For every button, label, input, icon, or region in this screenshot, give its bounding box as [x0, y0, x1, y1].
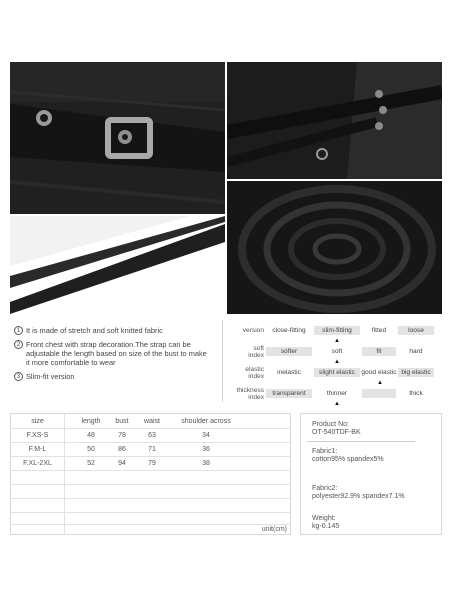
product-no-label: Product No:	[312, 421, 349, 428]
thickness-option-selected: thinner	[326, 390, 348, 397]
elastic-label-line1: elastic	[245, 366, 264, 373]
fabric1-value: cotton95% spandex5%	[312, 456, 384, 463]
thickness-option: thick	[409, 390, 423, 397]
version-option: loose	[398, 326, 434, 335]
table-cell: 71	[148, 446, 156, 453]
product-info-panel	[300, 413, 442, 535]
feature-text-line2: adjustable the length based on size of the bust to make	[26, 349, 207, 358]
table-cell: 78	[118, 432, 126, 439]
table-rule	[11, 512, 290, 513]
soft-option-selected: soft	[331, 348, 343, 355]
table-header: waist	[144, 418, 160, 425]
table-cell: 48	[87, 432, 95, 439]
feature-text-line1: Front chest with strap decoration.The strap can be	[26, 340, 191, 349]
table-header: bust	[115, 418, 129, 425]
thickness-option: transparent	[266, 389, 312, 398]
table-cell: 94	[118, 460, 126, 467]
table-rule	[11, 484, 290, 485]
soft-label-line1: soft	[253, 345, 264, 352]
elastic-index-label	[226, 366, 264, 380]
version-option-selected: slim-fitting	[314, 326, 360, 335]
elastic-option: inelastic	[277, 369, 301, 376]
elastic-option: big elastic	[398, 368, 434, 377]
table-cell: 34	[202, 432, 210, 439]
soft-index-label	[226, 345, 264, 359]
feature-text: Slim-fit version	[26, 372, 75, 381]
elastic-option-selected: good elastic	[361, 369, 397, 376]
table-column-rule	[64, 414, 65, 534]
version-label: version	[242, 327, 264, 334]
table-cell: 86	[118, 446, 126, 453]
table-header: shoulder across	[181, 418, 231, 425]
table-rule	[11, 442, 290, 443]
thickness-index-label	[226, 387, 264, 401]
feature-text: It is made of stretch and soft knitted fabric	[26, 326, 163, 335]
soft-option: hard	[409, 348, 423, 355]
thickness-label-line2: index	[248, 394, 264, 401]
table-cell: 52	[87, 460, 95, 467]
fabric2-value: polyester92.9% spandex7.1%	[312, 493, 405, 500]
table-cell: 79	[148, 460, 156, 467]
table-cell-size: F.XS-S	[26, 432, 49, 439]
version-option: fitted	[371, 327, 387, 334]
fabric2-label: Fabric2:	[312, 485, 338, 492]
fabric1-label: Fabric1:	[312, 448, 338, 455]
info-divider	[307, 441, 415, 442]
soft-option: softer	[266, 347, 312, 356]
weight-value: kg-0.145	[312, 523, 340, 530]
table-rule	[11, 470, 290, 471]
table-rule	[11, 428, 290, 429]
feature-1	[14, 326, 163, 335]
feature-number: 1	[14, 326, 23, 335]
soft-marker-icon: ▲	[334, 359, 340, 365]
table-header: size	[31, 418, 44, 425]
feature-text-line3: it more comfortable to wear	[26, 358, 116, 367]
table-cell-size: F.XL-2XL	[23, 460, 52, 467]
table-cell: 38	[202, 460, 210, 467]
soft-option: fit	[362, 347, 396, 356]
fabric-swirl-photo	[227, 181, 442, 314]
feature-2	[14, 340, 207, 367]
strap-grommet-photo	[227, 62, 442, 179]
unit-label: unit(cm)	[261, 526, 287, 533]
elastic-label-line2: index	[248, 373, 264, 380]
table-cell: 63	[148, 432, 156, 439]
table-rule	[11, 498, 290, 499]
feature-number: 3	[14, 372, 23, 381]
soft-label-line2: index	[248, 352, 264, 359]
buckle-detail-photo	[10, 62, 225, 214]
thickness-option	[362, 389, 396, 398]
product-no-value: OT-540TDF-BK	[312, 429, 361, 436]
size-table	[10, 413, 291, 535]
version-option: close-fitting	[272, 327, 306, 334]
feature-3	[14, 372, 74, 381]
thickness-marker-icon: ▲	[334, 401, 340, 407]
weight-label: Weight:	[312, 515, 336, 522]
elastic-option: slight elastic	[314, 368, 360, 377]
table-cell: 50	[87, 446, 95, 453]
table-rule	[11, 456, 290, 457]
table-cell: 36	[202, 446, 210, 453]
feature-number: 2	[14, 340, 23, 349]
table-header: length	[81, 418, 101, 425]
thickness-label-line1: thickness	[236, 387, 264, 394]
straps-photo	[10, 216, 225, 314]
table-cell-size: F.M-L	[28, 446, 47, 453]
section-divider	[222, 320, 223, 402]
elastic-marker-icon: ▲	[377, 380, 383, 386]
version-marker-icon: ▲	[334, 338, 340, 344]
